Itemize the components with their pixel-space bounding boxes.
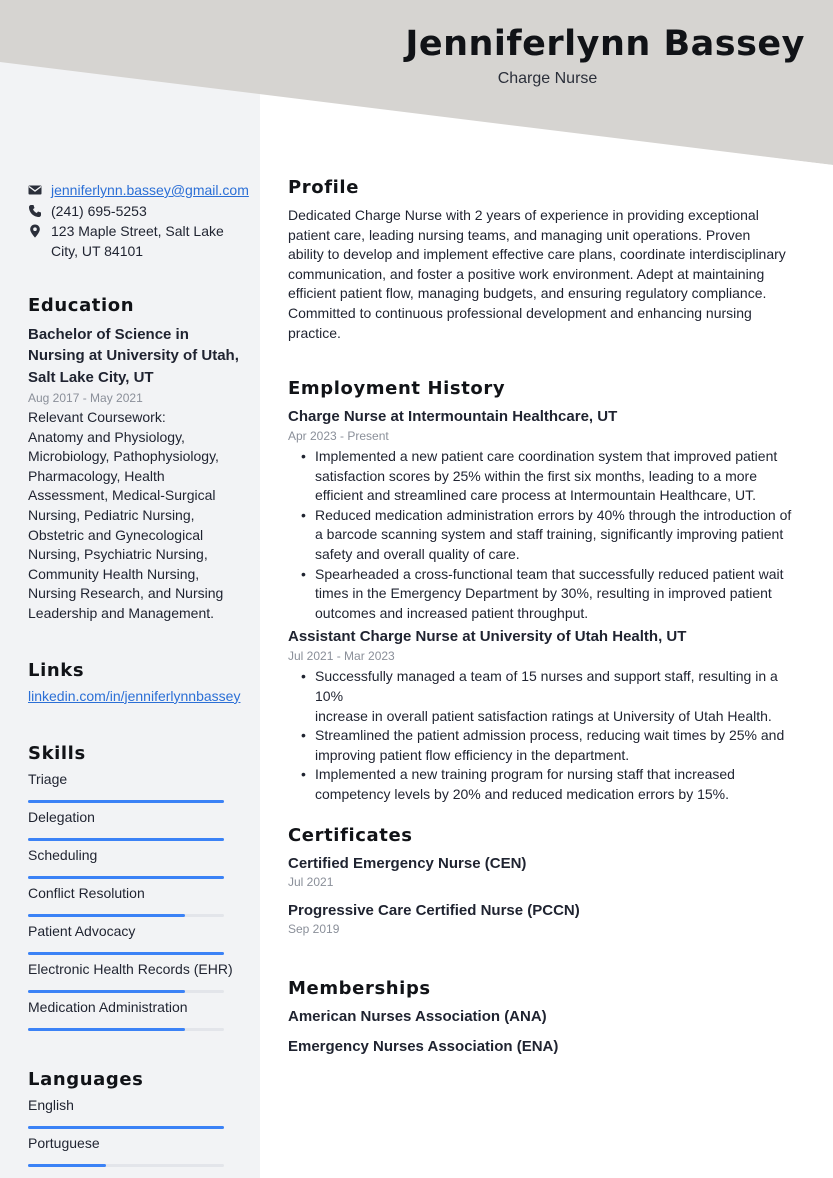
skills-level-bar [28, 990, 185, 993]
languages-name: Portuguese [28, 1134, 100, 1151]
certificates-heading: Certificates [288, 825, 413, 846]
job-bullet-line: • Implemented a new patient care coordination system that improved patient [315, 448, 778, 464]
skills-level-track [28, 990, 224, 993]
certificate-name: Progressive Care Certified Nurse (PCCN) [288, 902, 580, 919]
skills-item [28, 770, 250, 808]
profile-line: ability to develop and implement effective care plans, coordinate interdisciplinary [288, 246, 786, 263]
coursework-line: Nursing, Psychiatric Nursing, [28, 546, 208, 563]
coursework-line: Nursing, Pediatric Nursing, [28, 507, 195, 524]
skills-level-bar [28, 914, 185, 917]
coursework-line: Relevant Coursework: [28, 409, 166, 426]
candidate-title: Charge Nurse [497, 70, 598, 87]
job-bullet-line: improving patient flow efficiency in the department. [315, 746, 630, 763]
employment-heading: Employment History [288, 378, 506, 399]
skills-level-track [28, 838, 224, 841]
languages-list [28, 1096, 250, 1172]
profile-line: efficient patient flow, managing budgets, and ensuring regulatory compliance. [288, 285, 767, 302]
job-bullet-line: • Streamlined the patient admission process, reducing wait times by 25% and [315, 727, 785, 744]
skills-name: Electronic Health Records (EHR) [28, 960, 233, 977]
skills-item [28, 884, 250, 922]
coursework-line: Anatomy and Physiology, [28, 428, 185, 445]
languages-level-track [28, 1126, 224, 1129]
contact-phone-row [28, 202, 250, 222]
skills-level-bar [28, 1028, 185, 1031]
languages-name: English [28, 1096, 74, 1113]
skills-level-track [28, 800, 224, 803]
email-link[interactable]: jenniferlynn.bassey@gmail.com [51, 182, 249, 198]
languages-level-track [28, 1164, 224, 1167]
coursework-line: Obstetric and Gynecological [28, 526, 204, 543]
skills-item [28, 960, 250, 998]
coursework-line: Community Health Nursing, [28, 565, 200, 582]
job-bullets [315, 447, 808, 623]
memberships-heading: Memberships [288, 978, 431, 999]
job-bullet [315, 667, 808, 726]
candidate-name: Jenniferlynn Bassey [405, 24, 805, 64]
skills-item [28, 922, 250, 960]
job-bullet [315, 565, 808, 624]
skills-name: Patient Advocacy [28, 922, 136, 939]
profile-line: communication, and foster a positive work environment. Adept at maintaining [288, 265, 765, 282]
job-bullet [315, 726, 808, 765]
job-bullet-line: efficient and streamlined care process at Intermountain Healthcare, UT. [315, 487, 756, 504]
job-bullet-line: • Reduced medication administration errors by 40% through the introduction of [315, 506, 792, 523]
skills-item [28, 808, 250, 846]
profile-line: Dedicated Charge Nurse with 2 years of experience in providing exceptional [288, 207, 759, 223]
profile-line: Committed to continuous professional development and enhancing nursing [288, 304, 752, 321]
degree-line-3: Salt Lake City, UT [28, 368, 154, 386]
contact-address-row [28, 222, 250, 261]
skills-name: Scheduling [28, 846, 98, 863]
degree-line-1: Bachelor of Science in [28, 325, 189, 343]
skills-level-bar [28, 838, 224, 841]
phone-icon [28, 204, 42, 218]
degree-line-2: Nursing at University of Utah, [28, 347, 239, 365]
employment-section [288, 378, 808, 805]
certificate-item [288, 854, 808, 891]
coursework-line: Pharmacology, Health [28, 467, 165, 484]
job-bullet-line: • Implemented a new training program for nursing staff that increased [315, 766, 735, 783]
contact-email-row [28, 181, 250, 201]
skills-heading: Skills [28, 743, 86, 764]
skills-level-bar [28, 876, 224, 879]
skills-name: Conflict Resolution [28, 884, 145, 901]
skills-item [28, 998, 250, 1036]
job-bullet [315, 765, 808, 804]
membership-item: American Nurses Association (ANA) [288, 1008, 547, 1025]
job-bullets [315, 667, 808, 804]
envelope-icon [28, 183, 42, 197]
job-title: Assistant Charge Nurse at University of Utah Health, UT [288, 628, 687, 646]
skills-name: Triage [28, 770, 68, 787]
education-dates: Aug 2017 - May 2021 [28, 391, 143, 406]
languages-item [28, 1134, 250, 1172]
address [51, 222, 224, 261]
certificates-section [288, 825, 808, 938]
job-bullet [315, 447, 808, 506]
profile-heading: Profile [288, 177, 360, 198]
links-section [28, 661, 250, 706]
skills-level-track [28, 952, 224, 955]
coursework-line: Nursing Research, and Nursing [28, 585, 224, 602]
location-pin-icon [28, 224, 42, 238]
certificate-date: Jul 2021 [288, 875, 334, 889]
profile-line: patient care, leading nursing teams, and managing unit operations. Proven [288, 226, 751, 243]
job-bullet-line: satisfaction scores by 25% within the first six months, leading to a more [315, 467, 757, 484]
skills-list [28, 770, 250, 1036]
links-heading: Links [28, 660, 85, 681]
skills-level-bar [28, 952, 224, 955]
membership-item: Emergency Nurses Association (ENA) [288, 1038, 559, 1055]
contact-block [28, 181, 250, 262]
memberships-section [288, 978, 808, 1057]
job-dates: Apr 2023 - Present [288, 429, 389, 443]
coursework-line: Assessment, Medical-Surgical [28, 487, 216, 504]
job-bullet-line: outcomes and increased patient throughput. [315, 604, 589, 621]
languages-section [28, 1070, 250, 1172]
phone-number: (241) 695-5253 [51, 202, 147, 219]
job-entry [288, 407, 808, 623]
skills-name: Delegation [28, 808, 95, 825]
skills-level-track [28, 1028, 224, 1031]
certificate-date: Sep 2019 [288, 922, 340, 936]
coursework-line: Microbiology, Pathophysiology, [28, 448, 219, 465]
job-bullet [315, 506, 808, 565]
education-coursework [28, 408, 250, 624]
education-heading: Education [28, 295, 135, 316]
address-line-2: City, UT 84101 [51, 242, 144, 259]
job-bullet-line: competency levels by 20% and reduced medication errors by 15%. [315, 785, 729, 802]
job-title: Charge Nurse at Intermountain Healthcare, UT [288, 408, 618, 425]
profile-line: practice. [288, 324, 341, 341]
languages-item [28, 1096, 250, 1134]
languages-heading: Languages [28, 1069, 144, 1090]
job-dates: Jul 2021 - Mar 2023 [288, 649, 395, 664]
education-degree [28, 324, 250, 389]
jobs-list [288, 407, 808, 805]
skills-level-bar [28, 800, 224, 803]
skills-level-track [28, 914, 224, 917]
profile-text [288, 206, 808, 343]
linkedin-link[interactable]: linkedin.com/in/jenniferlynnbassey [28, 687, 241, 704]
job-entry [288, 627, 808, 804]
job-bullet-line: safety and overall quality of care. [315, 545, 520, 562]
job-bullet-line: increase in overall patient satisfaction ratings at University of Utah Health. [315, 707, 772, 724]
education-section [28, 296, 250, 624]
skills-section [28, 744, 250, 1036]
certificate-item [288, 901, 808, 938]
coursework-line: Leadership and Management. [28, 605, 215, 622]
job-bullet-line: • Spearheaded a cross-functional team that successfully reduced patient wait [315, 565, 784, 582]
languages-level-bar [28, 1164, 106, 1167]
job-bullet-line: a barcode scanning system and staff training, significantly improving patient [315, 526, 784, 543]
profile-section [288, 177, 808, 343]
address-line-1: 123 Maple Street, Salt Lake [51, 223, 224, 240]
languages-level-bar [28, 1126, 224, 1129]
job-bullet-line: times in the Emergency Department by 30%, resulting in improved patient [315, 585, 772, 602]
job-bullet-line: • Successfully managed a team of 15 nurses and support staff, resulting in a 10% [315, 668, 778, 704]
skills-level-track [28, 876, 224, 879]
certificate-name: Certified Emergency Nurse (CEN) [288, 855, 527, 872]
skills-item [28, 846, 250, 884]
skills-name: Medication Administration [28, 998, 188, 1015]
